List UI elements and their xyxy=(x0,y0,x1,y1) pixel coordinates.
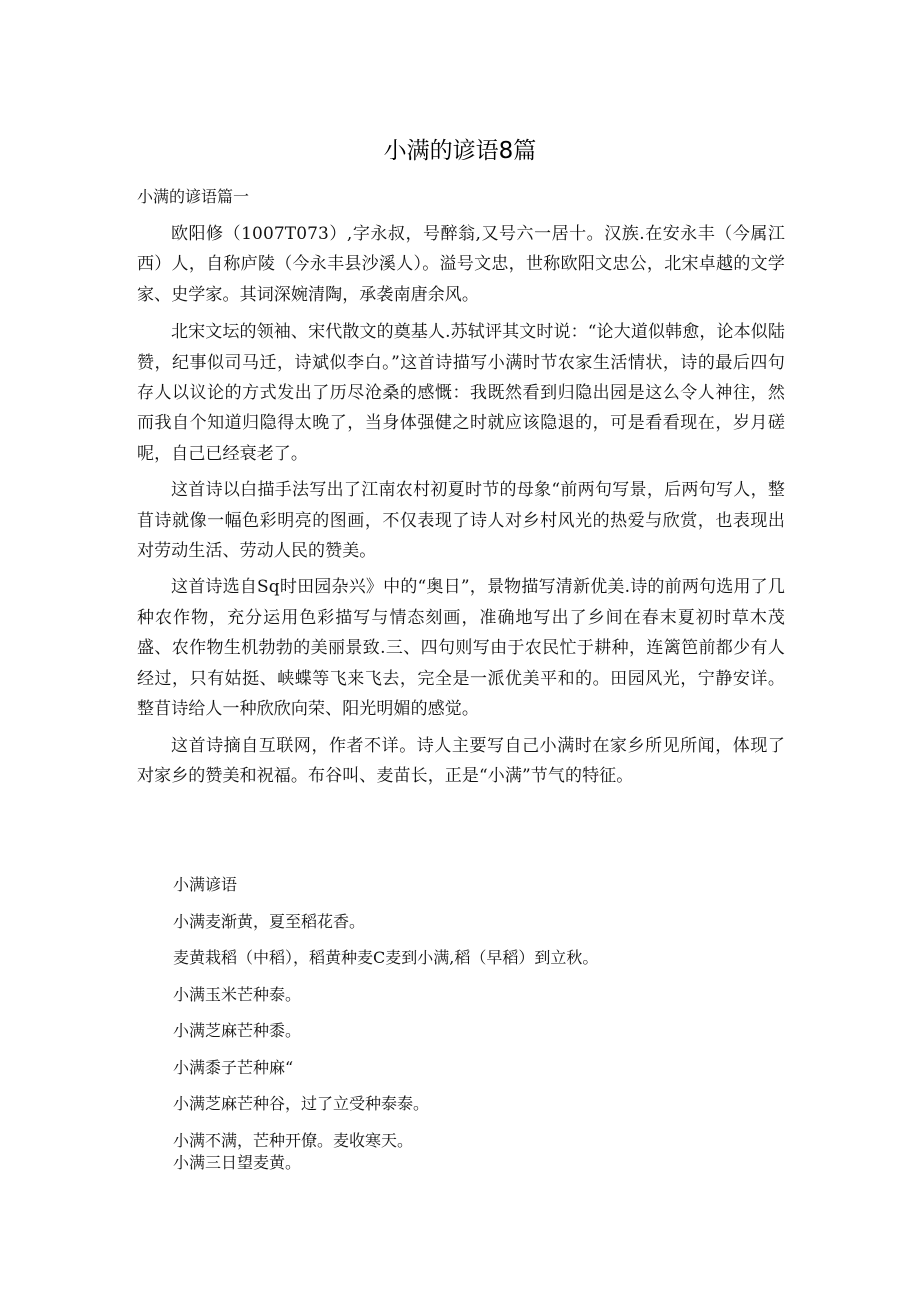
proverb-item: 小满芝麻芒种黍。 xyxy=(173,1021,302,1040)
proverb-item: 小满黍子芒种麻“ xyxy=(173,1057,294,1077)
proverbs-heading: 小满谚语 xyxy=(173,875,238,894)
paragraph-poem-commentary: 北宋文坛的领袖、宋代散文的奠基人.苏轼评其文时说：“论大道似韩愈，论本似陆赞，纪事似司马迁，诗斌似李白。”这首诗描写小满时节农家生活情状，诗的最后四句存人以议论的方式发出了历尽沧桑的感慨：我既然看到归隐出园是这么令人神往，然而我自个知道归隐得太晚了，当身体强健之时就应该隐退的，可是看看现在，岁月磋呢，自己已经衰老了。 xyxy=(137,322,785,464)
proverbs-list xyxy=(173,874,793,1188)
paragraph-tianyuan-zaxing: 这首诗选自Sq时田园杂兴》中的“奥日”，景物描写清新优美.诗的前两句选用了几种农作物，充分运用色彩描写与情态刻画，准确地写出了乡间在春末夏初时草木茂盛、农作物生机勃勃的美丽景致.三、四句则写由于农民忙于耕种，连篱笆前都少有人经过，只有姑挺、峡蝶等飞来飞去，完全是一派优美平和的。田园风光，宁静安详。整苜诗给人一种欣欣向荣、阳光明媚的感觉。 xyxy=(137,577,785,720)
proverb-item: 小满不满，芒种开僚。麦收寒天。 xyxy=(173,1130,414,1150)
paragraph-ouyang-xiu-bio: 欧阳修（1007T073）,字永叔，号醉翁,又号六一居十。汉族.在安永丰（今属江西）人，自称庐陵（今永丰县沙溪人）。溢号文忠，世称欧阳文忠公，北宋卓越的文学家、史学家。其词深婉清陶，承袭南唐余风。 xyxy=(137,224,785,305)
proverb-item: 小满芝麻芒种谷，过了立受种泰泰。 xyxy=(173,1094,430,1113)
proverb-item: 小满玉米芒种泰。 xyxy=(173,984,302,1004)
proverb-item: 小满三日望麦黄。 xyxy=(173,1152,302,1172)
proverb-item: 小满麦渐黄，夏至稻花香。 xyxy=(173,911,366,931)
section-heading: 小满的谚语篇一 xyxy=(137,187,250,206)
paragraph-internet-poem: 这首诗摘自互联网，作者不详。诗人主要写自己小满时在家乡所见所闻，体现了对家乡的赞美和祝福。布谷叫、麦苗长，正是“小满”节气的特征。 xyxy=(137,735,785,786)
body-text xyxy=(137,219,785,797)
document-title: 小满的谚语8篇 xyxy=(383,138,537,164)
paragraph-baimiao-technique: 这首诗以白描手法写出了江南农村初夏时节的母象“前两句写景，后两句写人，整苜诗就像一幅色彩明亮的图画，不仅表现了诗人对乡村风光的热爱与欣赏，也表现出对劳动生活、劳动人民的赞美。 xyxy=(137,480,785,562)
proverb-item: 麦黄栽稻（中稻），稻黄种麦C麦到小满,稻（早稻）到立秋。 xyxy=(173,948,599,967)
